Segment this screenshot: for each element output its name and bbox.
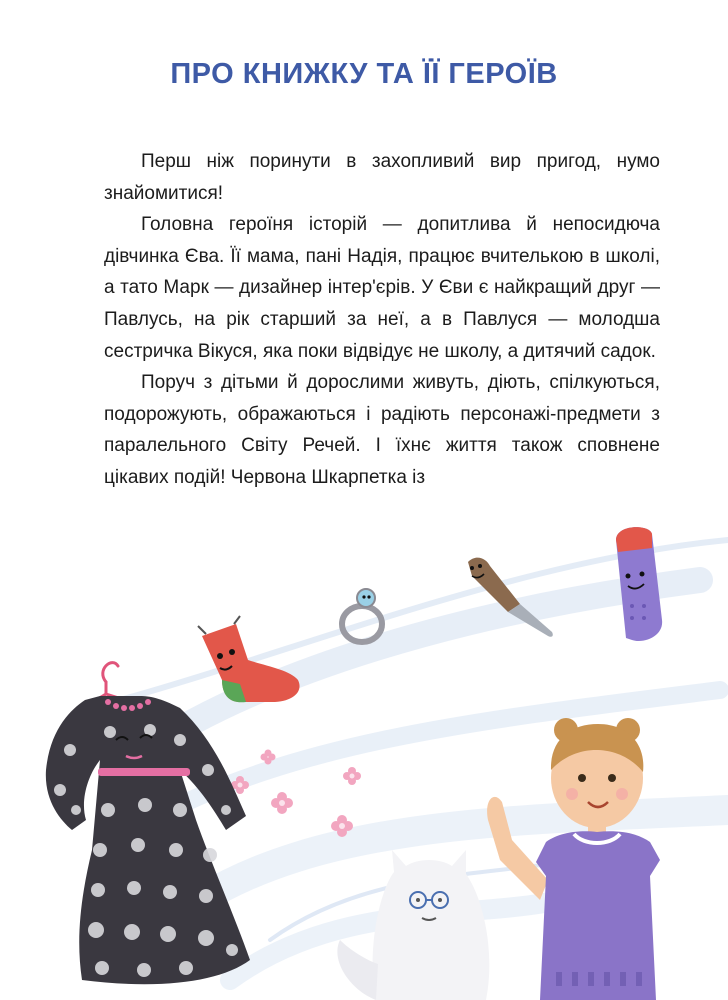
ring-icon [342,589,382,642]
dress-icon [46,696,250,984]
phone-case-icon [616,527,662,641]
page-title: ПРО КНИЖКУ ТА ЇЇ ГЕРОЇВ [170,58,558,90]
paragraph-1: Перш ніж поринути в захопливий вир пригод, нумо знайомитися! [104,151,660,204]
body-text [104,146,660,494]
girl-icon [487,718,660,1000]
paragraph-3: Поруч з дітьми й дорослими живуть, діють, спілкуються, подорожують, ображаються і радіють персонажі-предмети з паралельного Світу Речей. І їхнє життя також сповнене цікавих подій! Червона Шкарпетка із [104,372,660,488]
paragraph-2: Головна героїня історій — допитлива й непосидюча дівчинка Єва. Її мама, пані Надія, працює вчителькою в школі, а тато Марк — дизайнер інтер'єрів. У Єви є найкращий друг — Павлусь, на рік старший за неї, а в Павлуся — молодша сестричка Вікуся, яка поки відвідує не школу, а дитячий садок. [104,214,660,362]
characters-illustration [0,520,728,1000]
